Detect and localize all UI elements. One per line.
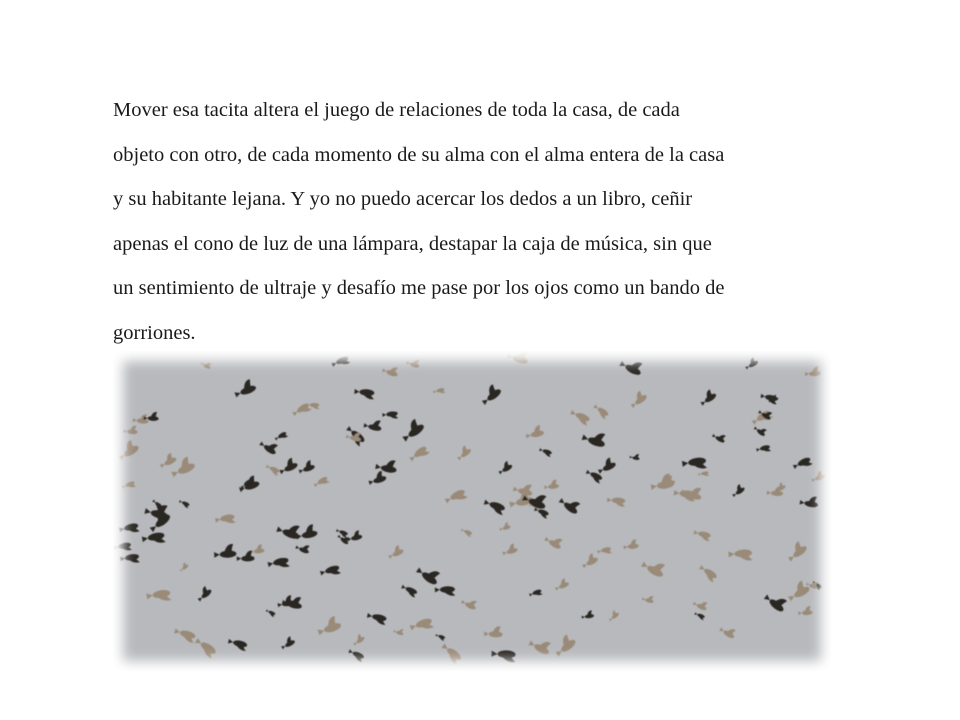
photo-frame [113,351,831,671]
passage-line: un sentimiento de ultraje y desafío me pase por los ojos como un bando de [113,277,725,300]
passage-line: gorriones. [113,321,196,344]
flock-of-sparrows-photo [113,351,831,671]
passage-line: apenas el cono de luz de una lámpara, destapar la caja de música, sin que [113,232,712,255]
sky-background [113,351,831,671]
passage-line: objeto con otro, de cada momento de su alma con el alma entera de la casa [113,143,725,166]
passage-line: y su habitante lejana. Y yo no puedo acercar los dedos a un libro, ceñir [113,188,693,211]
passage-line: Mover esa tacita altera el juego de relaciones de toda la casa, de cada [113,99,680,121]
passage-text [113,88,853,356]
